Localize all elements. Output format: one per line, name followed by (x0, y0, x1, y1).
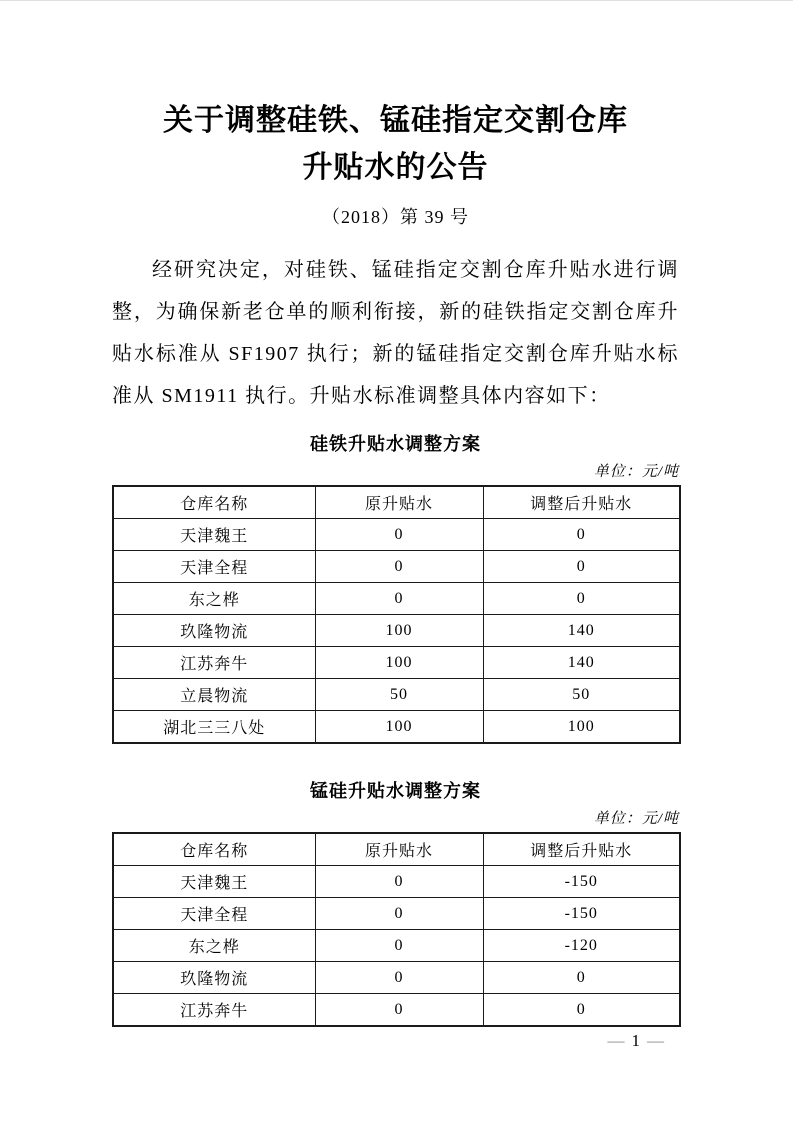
premium-value-cell: 0 (483, 962, 680, 994)
unit-label-silicomanganese: 单位：元/吨 (593, 811, 679, 827)
warehouse-name-cell: 湖北三三八处 (113, 711, 315, 744)
table-row (113, 866, 680, 898)
table-header-row (113, 833, 680, 866)
warehouse-name-cell: 天津全程 (113, 898, 315, 930)
column-header: 仓库名称 (113, 486, 315, 519)
premium-value-cell: 0 (483, 583, 680, 615)
premium-value-cell: 100 (315, 615, 483, 647)
table-title-silicomanganese: 锰硅升贴水调整方案 (310, 781, 481, 801)
page-number-dash-right: — (647, 1031, 664, 1050)
premium-value-cell: 0 (315, 962, 483, 994)
premium-value-cell: 0 (315, 551, 483, 583)
warehouse-name-cell: 天津全程 (113, 551, 315, 583)
unit-label-ferrosilicon: 单位：元/吨 (593, 464, 679, 480)
premium-value-cell: 140 (483, 615, 680, 647)
premium-value-cell: 50 (315, 679, 483, 711)
ferrosilicon-adjustment-table (112, 485, 681, 744)
premium-value-cell: 140 (483, 647, 680, 679)
table-row (113, 647, 680, 679)
body-paragraph: 经研究决定，对硅铁、锰硅指定交割仓库升贴水进行调整，为确保新老仓单的顺利衔接，新的硅铁指定交割仓库升贴水标准从 SF1907 执行；新的锰硅指定交割仓库升贴水标准从 SM1911 执行。升贴水标准调整具体内容如下： (112, 259, 679, 407)
warehouse-name-cell: 东之桦 (113, 930, 315, 962)
premium-value-cell: 0 (315, 930, 483, 962)
table-row (113, 962, 680, 994)
warehouse-name-cell: 江苏奔牛 (113, 647, 315, 679)
premium-value-cell: 0 (315, 866, 483, 898)
premium-value-cell: -150 (483, 866, 680, 898)
premium-value-cell: 0 (483, 994, 680, 1027)
column-header: 调整后升贴水 (483, 486, 680, 519)
page-number-value: 1 (631, 1031, 640, 1050)
warehouse-name-cell: 玖隆物流 (113, 962, 315, 994)
column-header: 原升贴水 (315, 486, 483, 519)
premium-value-cell: 0 (315, 994, 483, 1027)
page-number-dash-left: — (607, 1031, 625, 1050)
warehouse-name-cell: 江苏奔牛 (113, 994, 315, 1027)
document-title-line2: 升贴水的公告 (302, 151, 489, 184)
premium-value-cell: 0 (315, 519, 483, 551)
page-number (112, 1029, 679, 1053)
premium-value-cell: 0 (315, 583, 483, 615)
warehouse-name-cell: 立晨物流 (113, 679, 315, 711)
premium-value-cell: 0 (483, 551, 680, 583)
warehouse-name-cell: 天津魏王 (113, 519, 315, 551)
premium-value-cell: 0 (315, 898, 483, 930)
premium-value-cell: -150 (483, 898, 680, 930)
table-title-ferrosilicon: 硅铁升贴水调整方案 (310, 434, 481, 454)
document-number: （2018）第 39 号 (322, 207, 469, 227)
table-row (113, 519, 680, 551)
table-row (113, 679, 680, 711)
document-title (112, 1, 679, 191)
premium-value-cell: 0 (483, 519, 680, 551)
silicomanganese-adjustment-table (112, 832, 681, 1027)
premium-value-cell: 100 (315, 711, 483, 744)
premium-value-cell: -120 (483, 930, 680, 962)
warehouse-name-cell: 东之桦 (113, 583, 315, 615)
table-row (113, 898, 680, 930)
table-row (113, 711, 680, 744)
premium-value-cell: 50 (483, 679, 680, 711)
warehouse-name-cell: 天津魏王 (113, 866, 315, 898)
document-content (112, 1, 679, 1027)
section-ferrosilicon (112, 431, 679, 744)
premium-value-cell: 100 (483, 711, 680, 744)
column-header: 调整后升贴水 (483, 833, 680, 866)
table-header-row (113, 486, 680, 519)
document-title-line1: 关于调整硅铁、锰硅指定交割仓库 (163, 104, 628, 137)
table-row (113, 615, 680, 647)
column-header: 原升贴水 (315, 833, 483, 866)
table-row (113, 930, 680, 962)
section-silicomanganese (112, 778, 679, 1027)
table-row (113, 551, 680, 583)
premium-value-cell: 100 (315, 647, 483, 679)
column-header: 仓库名称 (113, 833, 315, 866)
warehouse-name-cell: 玖隆物流 (113, 615, 315, 647)
table-row (113, 994, 680, 1027)
table-row (113, 583, 680, 615)
